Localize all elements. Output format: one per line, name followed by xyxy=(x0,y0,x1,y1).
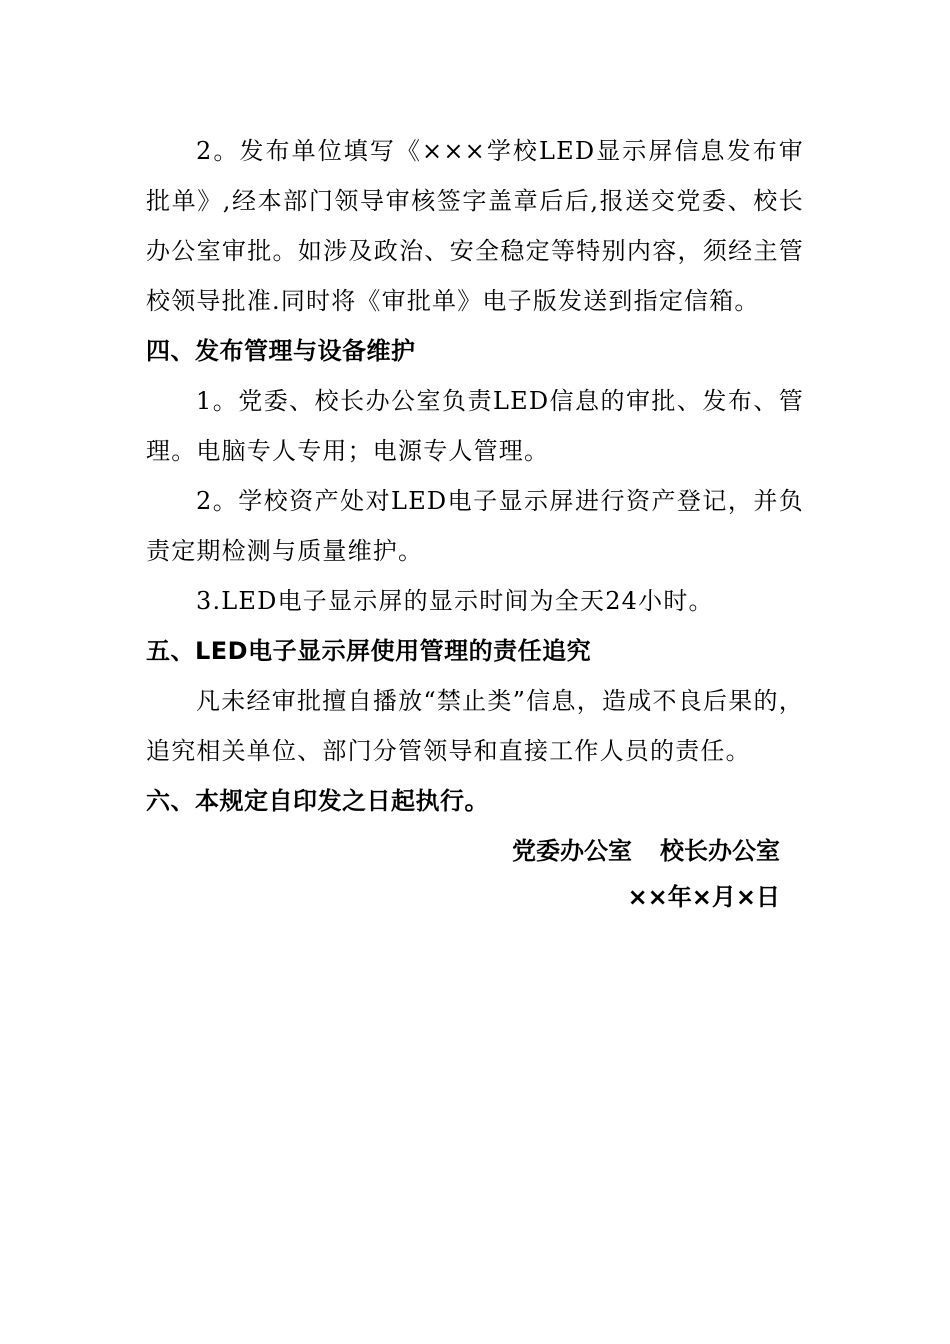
section-4-item-2: 2。学校资产处对LED电子显示屏进行资产登记，并负责定期检测与质量维护。 xyxy=(146,487,804,565)
approval-paragraph-2: 2。发布单位填写《×××学校LED显示屏信息发布审批单》,经本部门领导审核签字盖章后后,报送交党委、校长办公室审批。如涉及政治、安全稳定等特别内容，须经主管校领导批准.同时将《审批单》电子版发送到指定信箱。 xyxy=(146,137,804,315)
signature-offices xyxy=(146,828,804,874)
signature-office-president: 校长办公室 xyxy=(660,837,780,865)
section-6-heading: 六、本规定自印发之日起执行。 xyxy=(146,787,489,815)
section-4-item-3: 3.LED电子显示屏的显示时间为全天24小时。 xyxy=(196,587,714,615)
section-5-text: 凡未经审批擅自播放“禁止类”信息，造成不良后果的，追究相关单位、部门分管领导和直接工作人员的责任。 xyxy=(146,687,804,765)
signature-office-party: 党委办公室 xyxy=(512,837,632,865)
section-4-item-1: 1。党委、校长办公室负责LED信息的审批、发布、管理。电脑专人专用；电源专人管理。 xyxy=(146,387,804,465)
section-5-heading: 五、LED电子显示屏使用管理的责任追究 xyxy=(146,637,592,665)
section-4-heading: 四、发布管理与设备维护 xyxy=(146,337,416,365)
signature-date: ××年×月×日 xyxy=(627,883,780,911)
document-body xyxy=(146,126,804,920)
